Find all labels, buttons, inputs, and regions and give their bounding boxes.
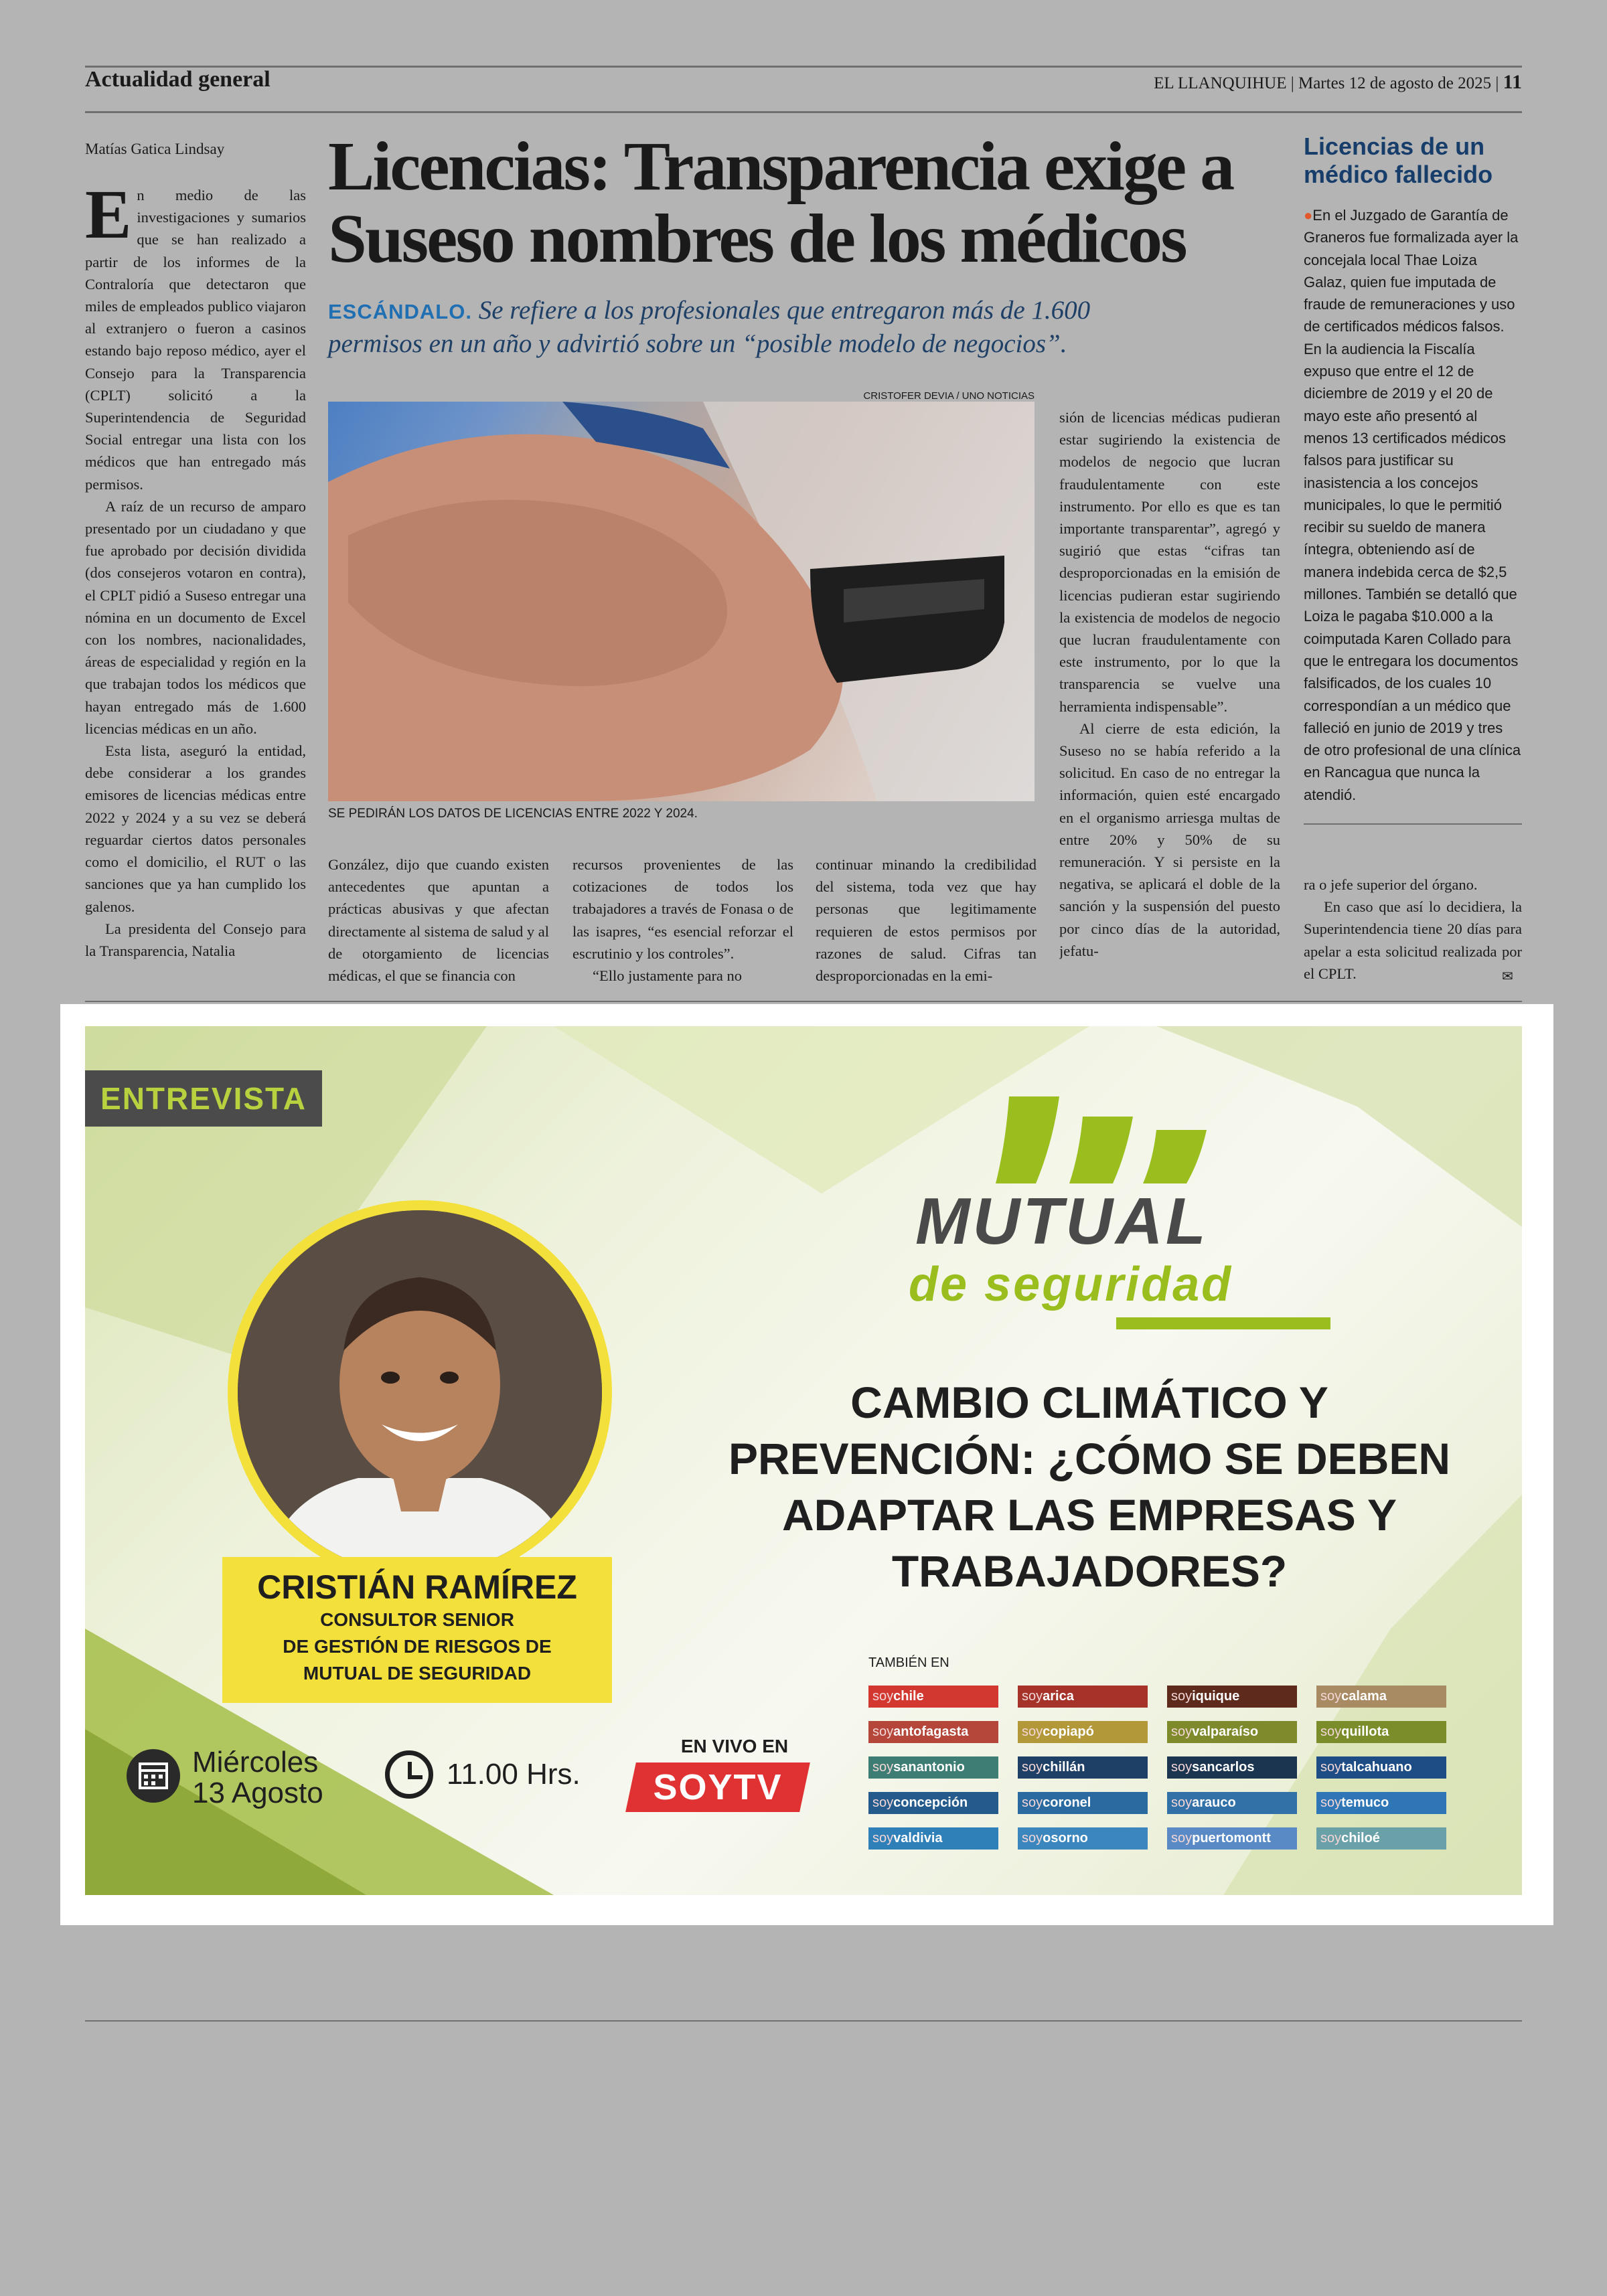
station-prefix: soy	[1320, 1760, 1342, 1775]
station-name: valdivia	[893, 1831, 943, 1846]
station-prefix: soy	[872, 1795, 894, 1810]
sidebar-bullet-icon: ●	[1304, 207, 1313, 224]
deck-text: Se refiere a los profesionales que entregaron más de 1.600 permisos en un año y advirtió sobre un “posible modelo de negocios”.	[328, 296, 1091, 358]
station-prefix: soy	[1171, 1795, 1193, 1810]
station-soypuertomontt	[1167, 1827, 1297, 1850]
ad-title	[654, 1374, 1522, 1599]
clock-icon	[385, 1750, 433, 1799]
station-prefix: soy	[872, 1760, 894, 1775]
col1-paragraph-2: A raíz de un recurso de amparo presentado por un ciudadano y que fue aprobado por decisión dividida (dos consejeros votaron en contra), el CPLT pidió a Suseso entregar una nómina en un documento de Excel con los nombres, nacionalidades, áreas de especialidad y región en la que trabajan todos los médicos que hayan entregado más de 1.600 licencias médicas en un año.	[85, 497, 306, 737]
col6-paragraph-2: En caso que así lo decidiera, la Superintendencia tiene 20 días para apelar a esta solicitud realizada por el CPLT.	[1304, 898, 1522, 982]
page-bottom-rule	[85, 2020, 1522, 2022]
station-name: sanantonio	[893, 1760, 965, 1775]
station-soyconcepción	[868, 1792, 998, 1814]
station-soyiquique	[1167, 1686, 1297, 1708]
speaker-role-line-2: DE GESTIÓN DE RIESGOS DE	[283, 1636, 552, 1657]
sidebar-title: Licencias de un médico fallecido	[1304, 133, 1493, 188]
speaker-info-box	[222, 1557, 612, 1703]
brand-underline	[1116, 1317, 1330, 1329]
station-soycoronel	[1018, 1792, 1148, 1814]
station-prefix: soy	[1171, 1760, 1193, 1775]
author-byline: Matías Gatica Lindsay	[85, 141, 225, 157]
station-prefix: soy	[1171, 1831, 1193, 1846]
event-day: Miércoles	[192, 1746, 319, 1779]
col3-paragraph-2: “Ello justamente para no	[593, 967, 743, 985]
interview-tag: ENTREVISTA	[85, 1070, 322, 1127]
station-soyantofagasta	[868, 1721, 998, 1743]
col6-paragraph-1: ra o jefe superior del órgano.	[1304, 876, 1478, 893]
col5-paragraph-2: Al cierre de esta edición, la Suseso no se había referido a la solicitud. En caso de no entregar la información, quien esté encargado en el organismo arriesga multas de entre 20% y 50% de su remuneración. Y si persiste en la negativa, se aplicará el doble de la sanción y la suspensión del puesto por cinco días de la autoridad, jefatu-	[1059, 720, 1280, 959]
station-prefix: soy	[1171, 1724, 1193, 1739]
station-name: valparaíso	[1192, 1724, 1259, 1739]
article-column-2	[328, 853, 549, 991]
ad-title-line-1: CAMBIO CLIMÁTICO Y	[850, 1378, 1328, 1427]
station-soychiloé	[1316, 1827, 1446, 1850]
advertisement-frame	[60, 1004, 1553, 1925]
speaker-role-line-1: CONSULTOR SENIOR	[320, 1609, 514, 1630]
station-name: temuco	[1341, 1795, 1389, 1810]
section-title: Actualidad general	[85, 67, 271, 92]
station-name: chiloé	[1341, 1831, 1380, 1846]
mutual-logo-mark-icon	[996, 1090, 1237, 1190]
page-number: 11	[1503, 71, 1522, 93]
station-name: chile	[893, 1689, 924, 1704]
page-header-info: EL LLANQUIHUE | Martes 12 de agosto de 2025 | 11	[1154, 71, 1522, 93]
station-prefix: soy	[1171, 1689, 1193, 1704]
col2-paragraph: González, dijo que cuando existen antecedentes que apuntan a prácticas abusivas y que afectan directamente al sistema de salud y al de otorgamiento de licencias médicas, el que se financia con	[328, 856, 549, 985]
station-soycopiapó	[1018, 1721, 1148, 1743]
station-soysancarlos	[1167, 1756, 1297, 1779]
live-label: EN VIVO EN	[680, 1736, 789, 1756]
article-column-4	[816, 853, 1037, 991]
station-soytemuco	[1316, 1792, 1446, 1814]
top-rule	[85, 66, 1522, 68]
headline	[328, 128, 1279, 277]
headline-line-2: Suseso nombres de los médicos	[328, 200, 1186, 277]
ad-title-line-3: ADAPTAR LAS EMPRESAS Y	[781, 1490, 1397, 1540]
station-soycalama	[1316, 1686, 1446, 1708]
photo-credit: CRISTOFER DEVIA / UNO NOTICIAS	[863, 390, 1035, 402]
article-column-3	[572, 853, 793, 991]
ad-title-line-2: PREVENCIÓN: ¿CÓMO SE DEBEN	[728, 1434, 1451, 1483]
station-soysanantonio	[868, 1756, 998, 1779]
station-prefix: soy	[1320, 1795, 1342, 1810]
mutual-logo	[895, 1090, 1364, 1331]
station-prefix: soy	[1320, 1831, 1342, 1846]
speaker-name: CRISTIÁN RAMÍREZ	[257, 1568, 577, 1606]
station-name: arauco	[1192, 1795, 1236, 1810]
article-column-1	[85, 184, 306, 987]
sidebar-text: En el Juzgado de Garantía de Graneros fue formalizada ayer la concejala local Thae Loiza Galaz, quien fue imputada de fraude de remuneraciones y uso de certificados médicos falsos. En la audiencia la Fiscalía expuso que entre el 12 de diciembre de 2019 y el 20 de mayo este año presentó al menos 13 certificados médicos falsos para justificar su inasistencia a los concejos municipales, lo que le permitió recibir su sueldo de manera íntegra, obteniendo así de manera indebida cerca de $2,5 millones. También se detalló que Loiza le pagaba $10.000 a la coimputada Karen Collado para que le entregara los documentos falsificados, de los cuales 10 correspondían a un médico que falleció en junio de 2019 y tres de otro profesional de una clínica en Rancagua que nunca la atendió.	[1304, 207, 1521, 803]
col3-paragraph-1: recursos provenientes de las cotizaciones de todos los trabajadores a través de Fonasa o de las isapres, “es esencial reforzar el escrutinio y los controles”.	[572, 856, 793, 962]
soytv-logo-text: SOYTV	[653, 1767, 783, 1807]
dropcap: E	[85, 184, 132, 253]
station-prefix: soy	[1022, 1689, 1043, 1704]
article-deck	[328, 295, 1185, 360]
col1-paragraph-4: La presidenta del Consejo para la Transparencia, Natalia	[85, 920, 306, 959]
article-column-6	[1304, 874, 1522, 991]
calendar-icon	[127, 1749, 180, 1803]
article-photo	[328, 402, 1035, 801]
station-name: osorno	[1043, 1831, 1088, 1846]
publication-date: Martes 12 de agosto de 2025	[1298, 74, 1492, 92]
col5-paragraph-1: sión de licencias médicas pudieran estar sugiriendo la existencia de modelos de negocio que lucran fraudulentamente con este instrumento. Por ello es que es tan importante transparentar”, agregó y sugirió que estas “cifras tan desproporcionadas en la emisión de licencias pudieran estar sugiriendo la existencia de modelos de negocio que lucran fraudulentamente con este instrumento, por lo que la transparencia se vuelve una herramienta indispensable”.	[1059, 409, 1280, 715]
station-prefix: soy	[1320, 1689, 1342, 1704]
event-date	[192, 1747, 323, 1809]
col1-paragraph-3: Esta lista, aseguró la entidad, debe considerar a los grandes emisores de licencias médicas entre 2022 y 2024 y a su vez se deberá reguardar ciertos datos personales como el domicilio, el RUT o las sanciones que ya han cumplido los galenos.	[85, 742, 306, 915]
station-name: iquique	[1192, 1689, 1240, 1704]
also-on-label: TAMBIÉN EN	[868, 1655, 949, 1670]
publication-name: EL LLANQUIHUE	[1154, 74, 1287, 92]
brand-top: MUTUAL	[915, 1184, 1209, 1258]
event-time: 11.00 Hrs.	[447, 1758, 581, 1791]
station-prefix: soy	[1022, 1724, 1043, 1739]
station-soyosorno	[1018, 1827, 1148, 1850]
advertisement	[85, 1026, 1522, 1895]
station-name: puertomontt	[1192, 1831, 1271, 1846]
sidebar-rule	[1304, 823, 1522, 825]
brand-bottom: de seguridad	[909, 1258, 1233, 1311]
station-prefix: soy	[1022, 1795, 1043, 1810]
station-soyarica	[1018, 1686, 1148, 1708]
station-name: concepción	[893, 1795, 968, 1810]
station-soyarauco	[1167, 1792, 1297, 1814]
station-name: antofagasta	[893, 1724, 969, 1739]
station-prefix: soy	[872, 1831, 894, 1846]
col1-paragraph-1: n medio de las investigaciones y sumarios que se han realizado a partir de los informes de la Contraloría que detectaron que miles de empleados publico viajaron al extranjero o fueron a casinos estando bajo reposo médico, ayer el Consejo para la Transparencia (CPLT) solicitó a la Superintendencia de Seguridad Social entregar una lista con los médicos que han entregado más permisos.	[85, 187, 306, 493]
station-name: coronel	[1043, 1795, 1091, 1810]
deck-kicker: ESCÁNDALO.	[328, 300, 472, 323]
hand-holding-device-illustration	[328, 402, 1035, 801]
article-bottom-rule	[85, 1001, 1522, 1002]
station-soychillán	[1018, 1756, 1148, 1779]
ad-title-line-4: TRABAJADORES?	[891, 1546, 1288, 1596]
station-name: calama	[1341, 1689, 1387, 1704]
col4-paragraph: continuar minando la credibilidad del sistema, toda vez que hay personas que legitimamente requieren de estos permisos por razones de salud. Cifras tan desproporcionadas en la emi-	[816, 856, 1037, 985]
station-soyvaldivia	[868, 1827, 998, 1850]
station-prefix: soy	[1022, 1831, 1043, 1846]
photo-caption: SE PEDIRÁN LOS DATOS DE LICENCIAS ENTRE 2022 Y 2024.	[328, 807, 698, 821]
event-date-value: 13 Agosto	[192, 1777, 323, 1809]
station-name: sancarlos	[1192, 1760, 1255, 1775]
station-name: copiapó	[1043, 1724, 1094, 1739]
speaker-role-line-3: MUTUAL DE SEGURIDAD	[303, 1663, 532, 1684]
end-mark-icon: ✉	[1502, 968, 1513, 984]
article-column-5	[1059, 406, 1280, 991]
station-name: quillota	[1341, 1724, 1389, 1739]
headline-line-1: Licencias: Transparencia exige a	[328, 128, 1233, 205]
station-prefix: soy	[1022, 1760, 1043, 1775]
station-prefix: soy	[872, 1724, 894, 1739]
station-prefix: soy	[1320, 1724, 1342, 1739]
station-soytalcahuano	[1316, 1756, 1446, 1779]
station-name: talcahuano	[1341, 1760, 1412, 1775]
speaker-portrait	[238, 1210, 602, 1574]
station-name: chillán	[1043, 1760, 1085, 1775]
station-soyquillota	[1316, 1721, 1446, 1743]
station-soyvalparaíso	[1167, 1721, 1297, 1743]
header-rule	[85, 111, 1522, 113]
speaker-role	[222, 1607, 612, 1687]
sidebar-body	[1304, 204, 1522, 806]
station-prefix: soy	[872, 1689, 894, 1704]
station-name: arica	[1043, 1689, 1074, 1704]
station-soychile	[868, 1686, 998, 1708]
speaker-avatar-icon	[238, 1210, 602, 1574]
